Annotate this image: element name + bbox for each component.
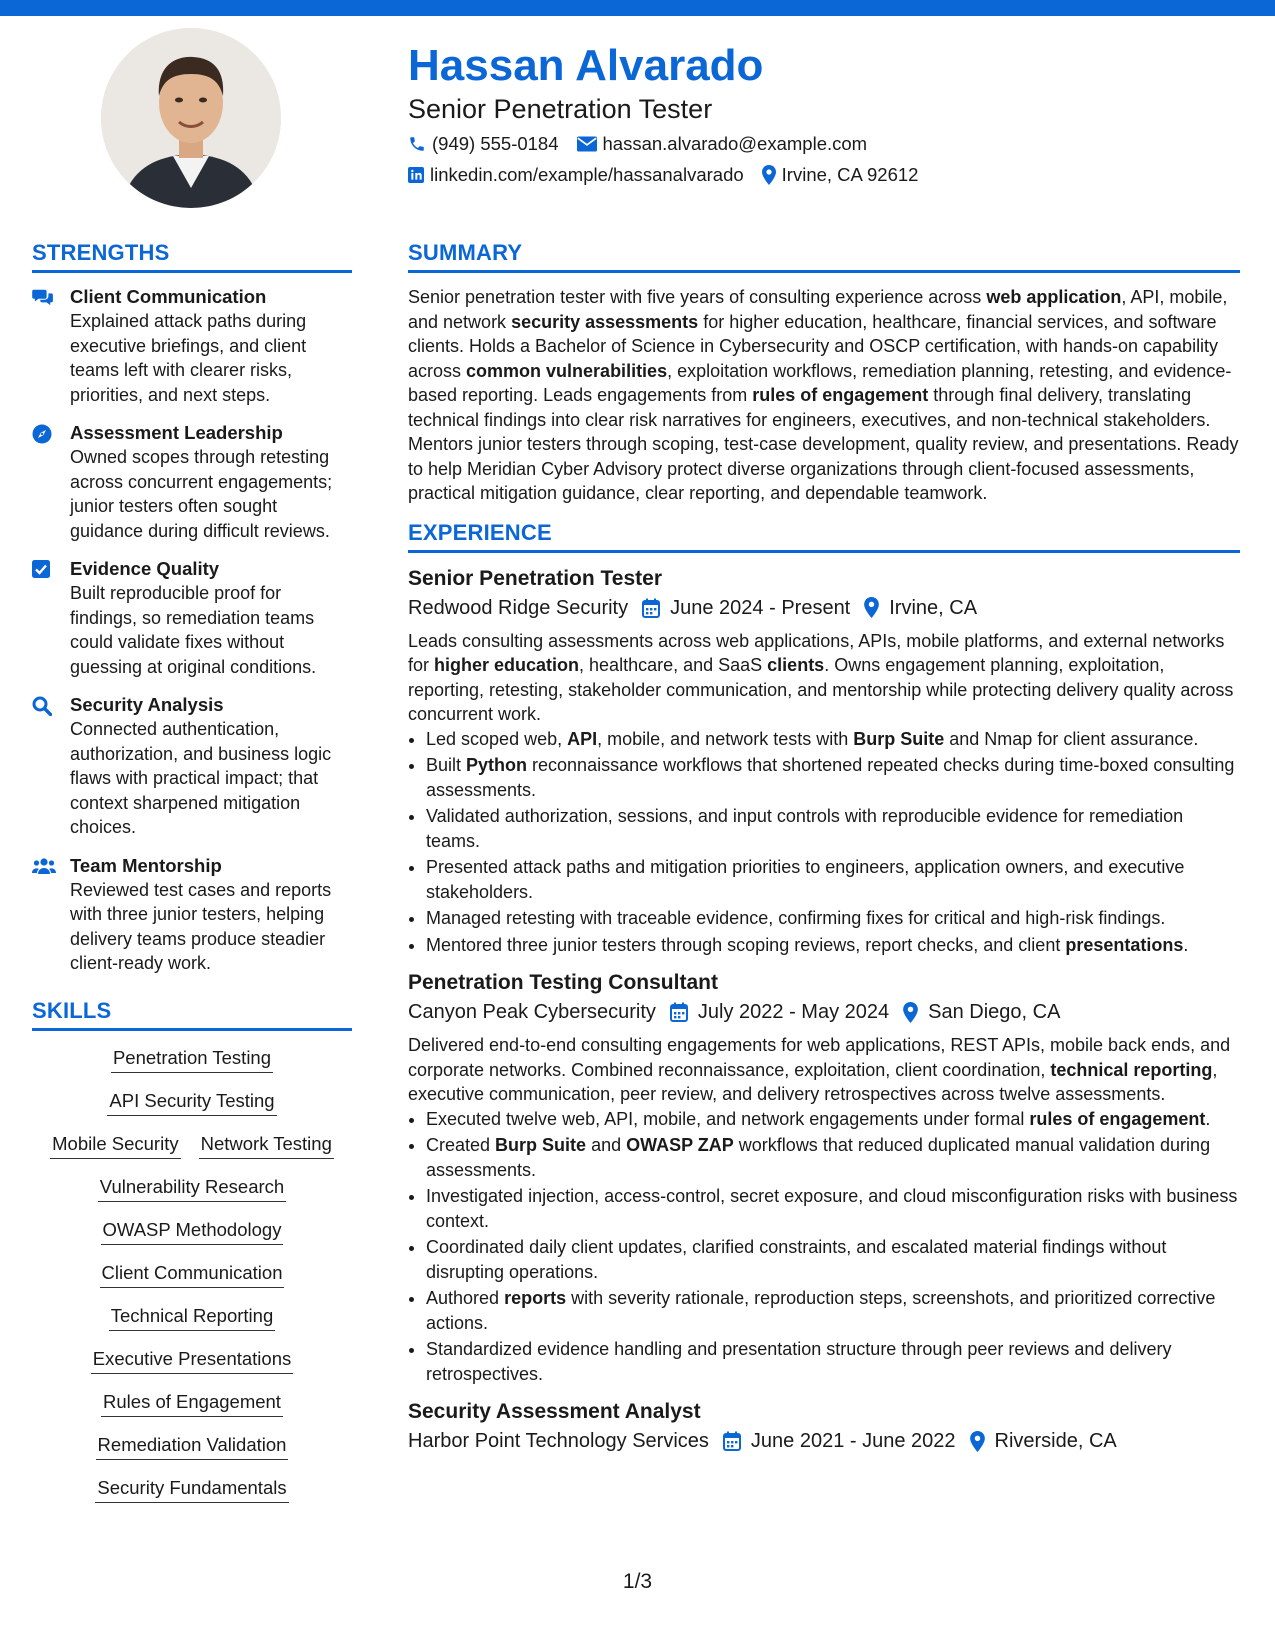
text-run: , healthcare, and SaaS	[579, 655, 768, 675]
bold-phrase: Burp Suite	[495, 1135, 587, 1155]
linkedin-icon	[408, 167, 424, 183]
checkbox-icon	[32, 557, 70, 679]
text-run: through final delivery, translating technical findings into clear risk narratives for engineers, executives, and non-technical stakeholders. Mentors junior testers through scoping, test-case development, quality review, and presentations. Ready to help Meridian Cyber Advisory protect diverse organizations through client-focused assessments, practical mitigation guidance, clear reporting, and dependable teamwork.	[408, 385, 1239, 503]
profile-photo	[101, 28, 281, 208]
text-run: Executed twelve web, API, mobile, and network engagements under formal	[426, 1108, 1030, 1129]
phone-icon	[408, 135, 426, 153]
strength-item	[32, 854, 352, 976]
job-company: Harbor Point Technology Services	[408, 1430, 709, 1452]
email-contact[interactable]	[577, 131, 868, 157]
job-bullet	[426, 1337, 1240, 1386]
job-bullets	[408, 727, 1240, 958]
job-entry	[408, 969, 1240, 1386]
job-dates: June 2021 - June 2022	[723, 1426, 956, 1456]
skill-tag: Rules of Engagement	[101, 1391, 283, 1417]
bold-phrase: higher education	[434, 655, 580, 675]
bold-phrase: web application	[986, 287, 1122, 307]
email-text: hassan.alvarado@example.com	[602, 133, 868, 154]
strength-title: Evidence Quality	[70, 558, 220, 579]
strength-description: Connected authentication, authorization, and business logic flaws with practical impact; that context sharpened mitigation choices.	[70, 719, 332, 837]
map-pin-icon	[864, 597, 879, 618]
linkedin-contact[interactable]	[408, 162, 744, 188]
job-company: Redwood Ridge Security	[408, 596, 629, 619]
job-meta	[408, 593, 1240, 623]
job-meta	[408, 1426, 1240, 1456]
compass-icon	[32, 421, 70, 543]
strength-description: Explained attack paths during executive briefings, and client teams left with clearer risks, priorities, and next steps.	[70, 311, 307, 405]
bold-phrase: rules of engagement	[752, 385, 929, 405]
text-run: .	[1183, 934, 1189, 955]
search-icon	[32, 693, 70, 840]
text-run: , executive communication, peer review, and delivery retrospectives across twelve assessments.	[408, 1059, 1218, 1104]
job-bullet	[426, 1107, 1240, 1132]
text-run: and Nmap for client assurance.	[944, 728, 1199, 749]
bold-phrase: rules of engagement	[1029, 1108, 1206, 1129]
job-description	[408, 629, 1240, 727]
job-bullet	[426, 1184, 1240, 1233]
strengths-heading: STRENGTHS	[32, 240, 352, 273]
job-bullet	[426, 753, 1240, 802]
chat-bubbles-icon	[32, 285, 70, 407]
contact-row-2	[408, 162, 1248, 188]
skill-tag: Client Communication	[100, 1262, 285, 1288]
skills-heading: SKILLS	[32, 998, 352, 1031]
text-run: Senior penetration tester with five years of consulting experience across	[408, 287, 987, 307]
phone-text: (949) 555-0184	[432, 133, 559, 154]
job-entry	[408, 565, 1240, 958]
skills-list	[32, 1043, 352, 1503]
strength-description: Reviewed test cases and reports with three junior testers, helping delivery teams produce steadier client-ready work.	[70, 879, 332, 973]
skill-tag: Penetration Testing	[111, 1047, 273, 1073]
bold-phrase: OWASP ZAP	[626, 1135, 734, 1155]
phone-contact[interactable]	[408, 131, 559, 157]
text-run: Coordinated daily client updates, clarified constraints, and escalated material findings without disrupting operations.	[426, 1237, 1167, 1282]
page-number: 1/3	[622, 1570, 653, 1593]
text-run: and	[586, 1135, 627, 1155]
strength-title: Client Communication	[70, 286, 267, 307]
strength-description: Built reproducible proof for findings, so remediation teams could validate fixes without guessing at original conditions.	[70, 583, 317, 677]
bold-phrase: common vulnerabilities	[466, 360, 668, 381]
job-bullet	[426, 855, 1240, 904]
job-bullet	[426, 1133, 1240, 1182]
job-bullet	[426, 933, 1240, 958]
strength-title: Assessment Leadership	[70, 422, 283, 443]
skill-tag: Vulnerability Research	[98, 1176, 286, 1202]
right-column	[408, 240, 1240, 1462]
job-entry	[408, 1398, 1240, 1456]
text-run: Standardized evidence handling and presentation structure through peer reviews and delivery retrospectives.	[426, 1339, 1172, 1384]
job-title: Penetration Testing Consultant	[408, 971, 718, 994]
strength-item	[32, 421, 352, 543]
bold-phrase: API	[567, 728, 598, 749]
map-pin-icon	[970, 1431, 985, 1452]
text-run: Delivered end-to-end consulting engagements for web applications, REST APIs, mobile back ends, and corporate networks. Combined reconnaissance, exploitation, client coordination,	[408, 1035, 1231, 1080]
skill-row	[32, 1047, 352, 1073]
text-run: , mobile, and network tests with	[597, 728, 854, 749]
text-run: Created	[426, 1135, 496, 1155]
text-run: , exploitation workflows, remediation planning, retesting, and evidence-based reporting. Leads engagements from	[408, 360, 1232, 405]
skill-row	[32, 1219, 352, 1245]
skill-tag: Mobile Security	[50, 1133, 180, 1159]
skill-row	[32, 1434, 352, 1460]
summary-text	[408, 285, 1240, 506]
job-bullet	[426, 1235, 1240, 1284]
strength-description: Owned scopes through retesting across concurrent engagements; junior testers often sought guidance during difficult reviews.	[70, 447, 333, 541]
bold-phrase: security assessments	[511, 311, 699, 332]
location-contact	[762, 162, 919, 188]
text-run: workflows that reduced duplicated manual validation during assessments.	[426, 1135, 1211, 1180]
candidate-role: Senior Penetration Tester	[408, 94, 713, 124]
left-column	[32, 240, 352, 1520]
location-text: Irvine, CA 92612	[781, 164, 919, 185]
job-dates: June 2024 - Present	[642, 593, 850, 623]
job-meta	[408, 997, 1240, 1027]
text-run: Presented attack paths and mitigation priorities to engineers, application owners, and executive stakeholders.	[426, 857, 1185, 902]
text-run: .	[1205, 1108, 1211, 1129]
bold-phrase: clients	[767, 655, 825, 675]
users-icon	[32, 854, 70, 976]
skill-tag: Security Fundamentals	[95, 1477, 288, 1503]
text-run: Authored	[426, 1288, 505, 1308]
job-bullet	[426, 727, 1240, 752]
skill-row	[32, 1176, 352, 1202]
bold-phrase: technical reporting	[1050, 1059, 1213, 1080]
skill-row	[32, 1262, 352, 1288]
job-location: Riverside, CA	[970, 1426, 1117, 1456]
job-bullet	[426, 906, 1240, 931]
skill-row	[32, 1133, 352, 1159]
experience-heading: EXPERIENCE	[408, 520, 1240, 553]
job-dates: July 2022 - May 2024	[670, 997, 889, 1027]
map-pin-icon	[762, 165, 776, 185]
calendar-icon	[670, 1002, 688, 1022]
skill-tag: OWASP Methodology	[101, 1219, 284, 1245]
skill-tag: Technical Reporting	[109, 1305, 275, 1331]
skill-row	[32, 1348, 352, 1374]
text-run: Investigated injection, access-control, secret exposure, and cloud misconfiguration risks with business context.	[426, 1186, 1238, 1231]
job-location: Irvine, CA	[864, 593, 977, 623]
text-run: Validated authorization, sessions, and input controls with reproducible evidence for remediation teams.	[426, 806, 1184, 851]
envelope-icon	[577, 136, 597, 152]
job-title: Senior Penetration Tester	[408, 566, 663, 590]
bold-phrase: presentations	[1065, 934, 1184, 955]
text-run: , API, mobile, and network	[408, 287, 1228, 332]
job-title: Security Assessment Analyst	[408, 1400, 701, 1423]
text-run: Led scoped web,	[426, 728, 568, 749]
skill-row	[32, 1305, 352, 1331]
skill-tag: Remediation Validation	[96, 1434, 289, 1460]
skill-tag: Network Testing	[199, 1133, 334, 1159]
skill-tag: Executive Presentations	[91, 1348, 293, 1374]
linkedin-text: linkedin.com/example/hassanalvarado	[430, 164, 744, 185]
strength-title: Team Mentorship	[70, 854, 222, 876]
text-run: Leads consulting assessments across web applications, APIs, mobile platforms, and external networks for	[408, 630, 1225, 675]
skill-tag: API Security Testing	[107, 1090, 276, 1116]
skill-row	[32, 1477, 352, 1503]
top-accent-bar	[0, 0, 1275, 16]
strength-item	[32, 693, 352, 840]
text-run: Managed retesting with traceable evidence, confirming fixes for critical and high-risk findings.	[426, 908, 1166, 928]
contact-row-1	[408, 131, 1248, 157]
calendar-icon	[723, 1431, 741, 1451]
job-company: Canyon Peak Cybersecurity	[408, 1001, 656, 1023]
bold-phrase: Burp Suite	[853, 728, 945, 749]
map-pin-icon	[903, 1002, 918, 1023]
text-run: Mentored three junior testers through scoping reviews, report checks, and client	[426, 934, 1066, 955]
job-bullet	[426, 1286, 1240, 1335]
strength-item	[32, 285, 352, 407]
jobs-list	[408, 565, 1240, 1457]
strength-item	[32, 557, 352, 679]
strength-title: Security Analysis	[70, 694, 224, 715]
job-description	[408, 1033, 1240, 1107]
text-run: with severity rationale, reproduction steps, screenshots, and prioritized corrective actions.	[426, 1288, 1216, 1333]
skill-row	[32, 1090, 352, 1116]
summary-heading: SUMMARY	[408, 240, 1240, 273]
text-run: for higher education, healthcare, financial services, and software clients. Holds a Bachelor of Science in Cybersecurity and OSCP certification, with hands-on capability across	[408, 311, 1219, 381]
calendar-icon	[642, 598, 660, 618]
bold-phrase: Python	[466, 755, 528, 775]
text-run: Built	[426, 755, 467, 775]
job-bullet	[426, 804, 1240, 853]
skill-row	[32, 1391, 352, 1417]
bold-phrase: reports	[504, 1288, 567, 1308]
text-run: reconnaissance workflows that shortened repeated checks during time-boxed consulting assessments.	[426, 755, 1235, 800]
candidate-name: Hassan Alvarado	[408, 41, 764, 90]
job-bullets	[408, 1107, 1240, 1387]
resume-header	[408, 40, 1248, 188]
job-location: San Diego, CA	[903, 997, 1060, 1027]
strengths-list	[32, 285, 352, 976]
text-run: . Owns engagement planning, exploitation, reporting, retesting, stakeholder communication, and mentorship while protecting delivery quality across concurrent work.	[408, 655, 1234, 724]
